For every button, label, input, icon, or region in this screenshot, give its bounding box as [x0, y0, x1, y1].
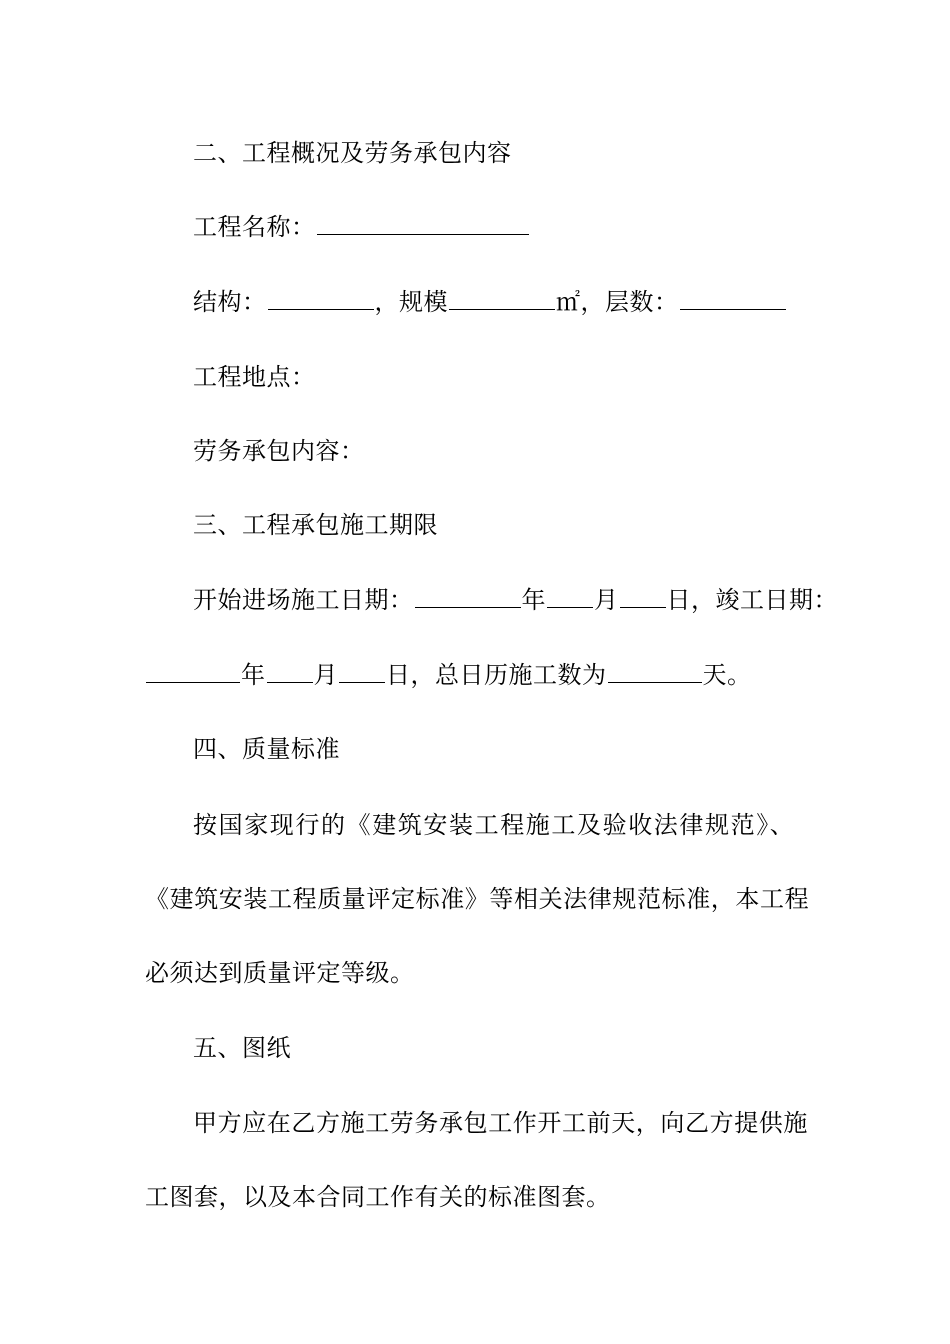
end-month-label: 月	[313, 661, 338, 689]
project-name-label: 工程名称：	[193, 213, 316, 241]
start-day-label: 日，竣工日期：	[666, 586, 838, 614]
scale-unit: ㎡，层数：	[556, 288, 679, 316]
section-heading-4: 四、质量标准	[193, 735, 340, 763]
project-name-blank	[317, 212, 529, 235]
structure-label: 结构：	[193, 288, 267, 316]
location-line: 工程地点：	[193, 363, 316, 391]
section-heading-3: 三、工程承包施工期限	[193, 511, 438, 539]
structure-blank	[268, 287, 374, 310]
content-line: 劳务承包内容：	[193, 437, 365, 465]
quality-paragraph-line-3: 必须达到质量评定等级。	[145, 959, 415, 987]
total-days-blank	[608, 660, 702, 683]
start-month-blank	[547, 585, 593, 608]
end-year-blank	[146, 660, 240, 683]
structure-line	[193, 287, 787, 317]
start-year-label: 年	[521, 586, 546, 614]
end-year-label: 年	[241, 661, 266, 689]
start-day-blank	[620, 585, 666, 608]
section-heading-5: 五、图纸	[193, 1034, 291, 1062]
project-name-line	[193, 212, 530, 242]
scale-label: ，规模	[374, 288, 448, 316]
start-month-label: 月	[594, 586, 619, 614]
start-date-label: 开始进场施工日期：	[193, 586, 414, 614]
end-month-blank	[267, 660, 313, 683]
quality-paragraph-line-2: 《建筑安装工程质量评定标准》等相关法律规范标准，本工程	[145, 885, 810, 913]
section-heading-2: 二、工程概况及劳务承包内容	[193, 139, 512, 167]
scale-blank	[449, 287, 555, 310]
drawings-paragraph-line-2: 工图套，以及本合同工作有关的标准图套。	[145, 1183, 611, 1211]
days-end-label: 天。	[702, 661, 752, 689]
drawings-paragraph-line-1: 甲方应在乙方施工劳务承包工作开工前天，向乙方提供施	[193, 1109, 808, 1137]
start-year-blank	[415, 585, 521, 608]
end-date-line	[145, 660, 752, 690]
floors-blank	[680, 287, 786, 310]
start-date-line	[193, 585, 838, 615]
total-days-label: 日，总日历施工数为	[386, 661, 607, 689]
quality-paragraph-line-1: 按国家现行的《建筑安装工程施工及验收法律规范》、	[193, 811, 796, 839]
end-day-blank	[339, 660, 385, 683]
